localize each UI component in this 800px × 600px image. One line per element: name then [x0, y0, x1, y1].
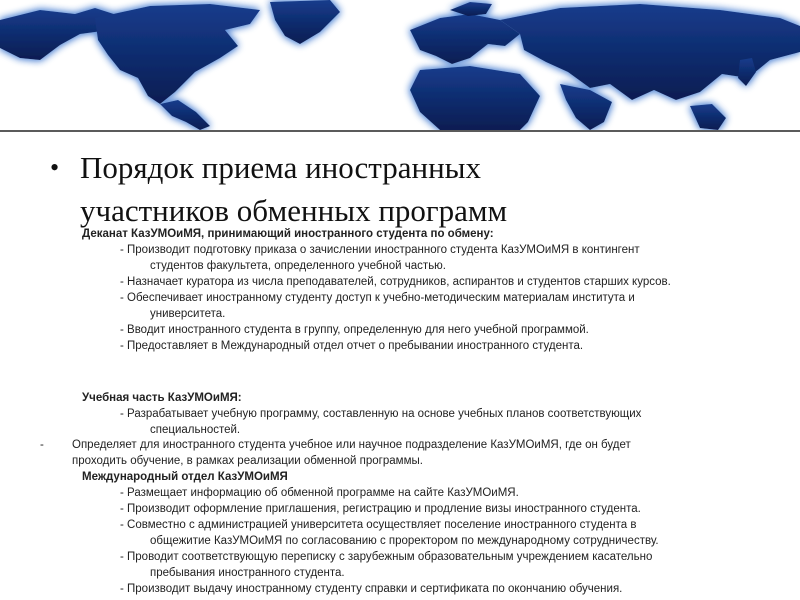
list-item-continuation: пребывания иностранного студента.: [150, 567, 345, 579]
list-item: - Совместно с администрацией университета осуществляет поселение иностранного студента в: [120, 519, 637, 531]
list-item: - Проводит соответствующую переписку с зарубежным образовательным учреждением касательно: [120, 551, 653, 563]
list-item: - Предоставляет в Международный отдел отчет о пребывании иностранного студента.: [120, 340, 584, 352]
section-heading-dean: Деканат КазУМОиМЯ, принимающий иностранного студента по обмену:: [82, 228, 494, 240]
bullet-icon: •: [50, 153, 60, 182]
header-divider: [0, 130, 800, 132]
list-item-continuation: общежитие КазУМОиМЯ по согласованию с проректором по международному сотрудничеству.: [150, 535, 659, 547]
list-item: - Обеспечивает иностранному студенту доступ к учебно-методическим материалам института и: [120, 292, 635, 304]
list-item: - Производит оформление приглашения, регистрацию и продление визы иностранного студента.: [120, 503, 641, 515]
list-item: - Производит выдачу иностранному студенту справки и сертификата по окончанию обучения.: [120, 583, 623, 595]
section-heading-academic: Учебная часть КазУМОиМЯ:: [82, 392, 242, 404]
list-item-continuation: студентов факультета, определенного учебной частью.: [150, 260, 447, 272]
outdented-dash: -: [40, 439, 44, 451]
list-item-continuation: специальностей.: [150, 424, 241, 436]
list-item-continuation: университета.: [150, 308, 226, 320]
outdented-item: Определяет для иностранного студента учебное или научное подразделение КазУМОиМЯ, где он будет: [72, 439, 631, 451]
list-item: - Производит подготовку приказа о зачислении иностранного студента КазУМОиМЯ в контингент: [120, 244, 640, 256]
slide-title-line-1: Порядок приема иностранных: [80, 150, 481, 185]
slide-title-line-2: участников обменных программ: [80, 193, 508, 228]
slide-title: [50, 146, 610, 232]
world-map-banner: [0, 0, 800, 130]
outdented-item-continuation: проходить обучение, в рамках реализации обменной программы.: [72, 455, 423, 467]
list-item: - Назначает куратора из числа преподавателей, сотрудников, аспирантов и студентов старших курсов.: [120, 276, 671, 288]
world-map-image: [0, 0, 800, 130]
list-item: - Вводит иностранного студента в группу, определенную для него учебной программой.: [120, 324, 589, 336]
section-heading-international: Международный отдел КазУМОиМЯ: [82, 471, 288, 483]
list-item: - Разрабатывает учебную программу, составленную на основе учебных планов соответствующих: [120, 408, 642, 420]
list-item: - Размещает информацию об обменной программе на сайте КазУМОиМЯ.: [120, 487, 519, 499]
